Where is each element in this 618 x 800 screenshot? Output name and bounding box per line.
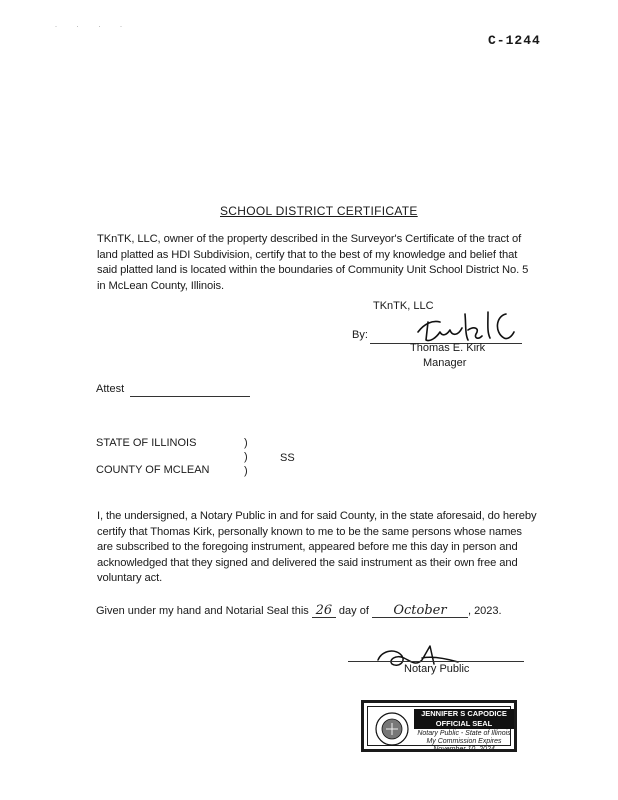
document-number: C-1244 [488, 33, 541, 48]
notary-signature-line [348, 661, 524, 662]
certification-paragraph: TKnTK, LLC, owner of the property described in the Surveyor's Certificate of the tract of land platted as HDI Subdivision, certify that to the best of my knowledge and belief that said platted land is located within the boundaries of Community Unit School District No. 5 in McLean County, Illinois. [97, 233, 529, 292]
seal-line3: November 10, 2024 [433, 746, 495, 753]
venue-county: COUNTY OF MCLEAN [96, 464, 210, 476]
seal-line1: Notary Public - State of Illinois [417, 730, 511, 737]
notary-seal [361, 700, 517, 752]
venue-paren-2: ) [244, 451, 248, 463]
given-prefix: Given under my hand and Notarial Seal this [96, 605, 309, 617]
given-month: October [372, 605, 468, 618]
seal-details [414, 730, 514, 754]
seal-emblem [374, 711, 410, 747]
given-year: , 2023. [467, 605, 502, 617]
venue-paren-3: ) [244, 465, 248, 477]
owner-company: TKnTK, LLC [373, 300, 434, 312]
venue-ss: SS [280, 452, 295, 464]
seal-line2: My Commission Expires [426, 738, 502, 745]
scan-specks: · · · · [55, 24, 131, 30]
given-day: 26 [312, 605, 336, 618]
signer-name: Thomas E. Kirk [410, 342, 486, 354]
seal-name: JENNIFER S CAPODICE [421, 709, 507, 718]
signer-title: Manager [423, 357, 467, 369]
given-line [96, 605, 502, 618]
given-day-of: day of [338, 605, 369, 617]
attest-signature-line [130, 396, 250, 397]
seal-official: OFFICIAL SEAL [435, 718, 493, 728]
venue-state: STATE OF ILLINOIS [96, 437, 197, 449]
attest-label: Attest [96, 383, 125, 395]
notary-public-label: Notary Public [404, 663, 470, 675]
seal-inner-border [367, 706, 511, 753]
notary-paragraph: I, the undersigned, a Notary Public in and for said County, in the state aforesaid, do hereby certify that Thomas Kirk, personally known to me to be the same persons whose names are subscribed to the foregoing instrument, appeared before me this day in person and acknowledged that they signed and delivered the said instrument as their own free and voluntary act. [97, 510, 537, 584]
document-title: SCHOOL DISTRICT CERTIFICATE [220, 204, 418, 218]
venue-paren-1: ) [244, 437, 248, 449]
seal-banner [414, 709, 514, 729]
owner-signature [410, 302, 520, 347]
by-label: By: [352, 329, 368, 341]
